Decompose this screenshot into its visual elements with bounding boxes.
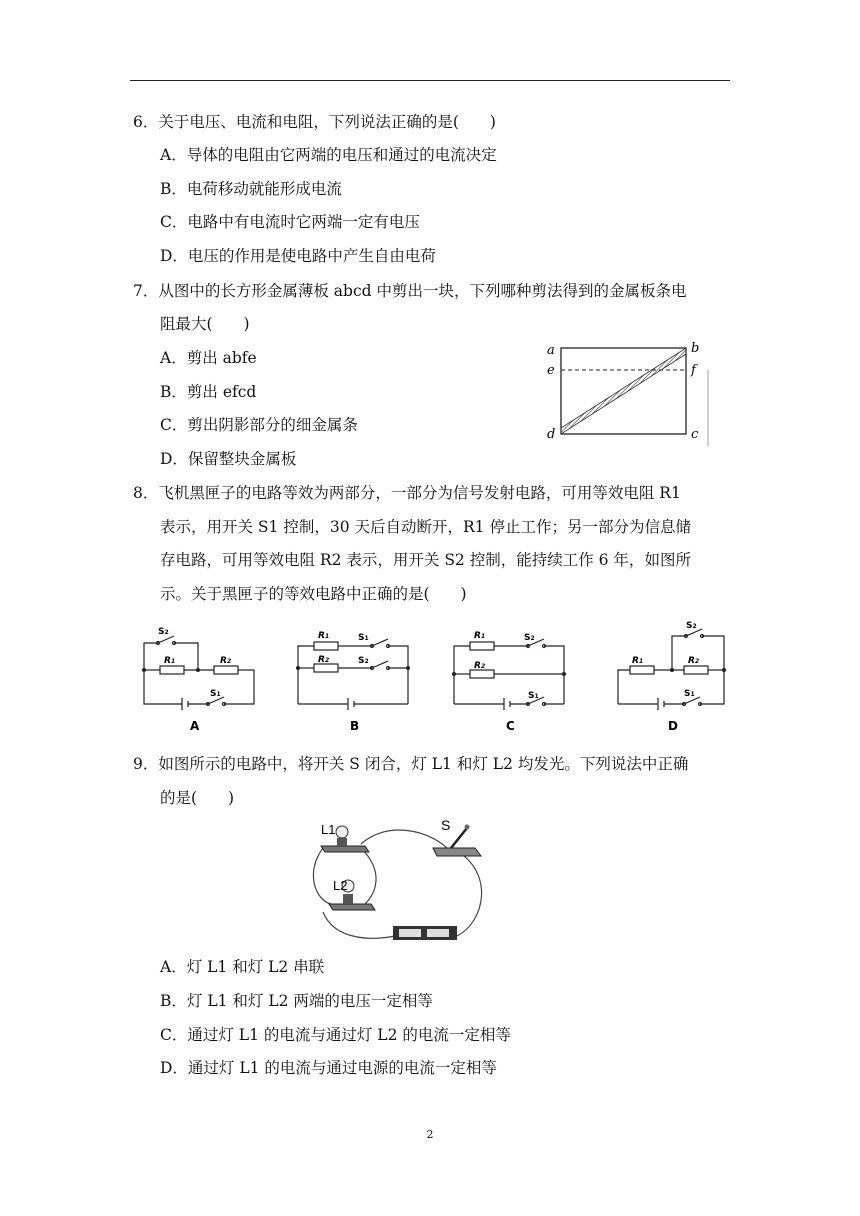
svg-text:R1: R1 [318,631,330,641]
svg-text:S2: S2 [686,621,697,631]
q9-option-d: D．通过灯 L1 的电流与通过电源的电流一定相等 [160,1059,497,1077]
q9-option-a: A．灯 L1 和灯 L2 串联 [160,958,325,976]
svg-text:S1: S1 [684,689,695,699]
q7-option-a: A．剪出 abfe [160,349,257,367]
svg-text:R1: R1 [474,631,486,641]
q6-option-d: D．电压的作用是使电路中产生自由电荷 [160,247,436,265]
q8-stem-line3: 存电路，可用等效电阻 R2 表示，用开关 S2 控制，能持续工作 6 年，如图所 [160,551,691,569]
q8-circuit-d [608,618,733,738]
q8-stem-line2: 表示，用开关 S1 控制，30 天后自动断开，R1 停止工作；另一部分为信息储 [160,518,691,536]
q7-option-c: C．剪出阴影部分的细金属条 [160,416,358,434]
q7-label-b: b [691,341,700,356]
svg-text:R2: R2 [474,661,486,671]
svg-text:R2: R2 [318,655,330,665]
svg-text:R1: R1 [164,656,176,666]
q9-label-l2: L2 [333,878,348,893]
svg-text:R1: R1 [632,656,644,666]
page-number: 2 [426,1128,434,1141]
header-rule [130,80,730,81]
q7-label-c: c [691,427,699,442]
q8-stem-line4: 示。关于黑匣子的等效电路中正确的是( ) [160,585,467,603]
q9-physical-circuit-figure [305,812,495,950]
q7-label-d: d [547,427,556,442]
q8-circuit-b [292,618,417,738]
q7-label-f: f [691,363,696,378]
svg-text:S2: S2 [158,627,169,637]
svg-text:S2: S2 [524,633,535,643]
q8-circuit-label-b: B [350,719,360,733]
q8-circuit-c [448,618,573,738]
q6-stem: 6．关于电压、电流和电阻，下列说法正确的是( ) [133,113,496,131]
q7-stem-line2: 阻最大( ) [160,315,250,333]
q7-option-b: B．剪出 efcd [160,383,257,401]
svg-text:R2: R2 [220,656,232,666]
q7-label-a: a [547,343,555,358]
q8-circuit-label-d: D [668,719,678,733]
q9-option-c: C．通过灯 L1 的电流与通过灯 L2 的电流一定相等 [160,1026,511,1044]
q9-label-s: S [441,817,451,833]
q9-stem-line1: 9．如图所示的电路中，将开关 S 闭合，灯 L1 和灯 L2 均发光。下列说法中正确 [133,755,689,773]
q7-label-e: e [547,363,555,378]
svg-text:S1: S1 [210,689,221,699]
svg-text:S1: S1 [528,691,539,701]
q6-option-a: A．导体的电阻由它两端的电压和通过的电流决定 [160,146,497,164]
q6-option-c: C．电路中有电流时它两端一定有电压 [160,213,420,231]
q8-circuit-label-c: C [506,719,515,733]
q6-option-b: B．电荷移动就能形成电流 [160,180,342,198]
svg-text:S1: S1 [358,633,369,643]
q7-metal-plate-figure [540,330,720,450]
q9-label-l1: L1 [321,822,336,837]
svg-text:R2: R2 [688,656,700,666]
q7-option-d: D．保留整块金属板 [160,450,297,468]
q9-option-b: B．灯 L1 和灯 L2 两端的电压一定相等 [160,992,433,1010]
q9-stem-line2: 的是( ) [160,789,235,807]
q8-circuit-a [138,618,263,738]
q7-stem-line1: 7．从图中的长方形金属薄板 abcd 中剪出一块，下列哪种剪法得到的金属板条电 [133,282,687,300]
q8-circuit-label-a: A [190,719,200,733]
svg-text:S2: S2 [358,656,369,666]
q8-stem-line1: 8．飞机黑匣子的电路等效为两部分，一部分为信号发射电路，可用等效电阻 R1 [133,484,681,502]
